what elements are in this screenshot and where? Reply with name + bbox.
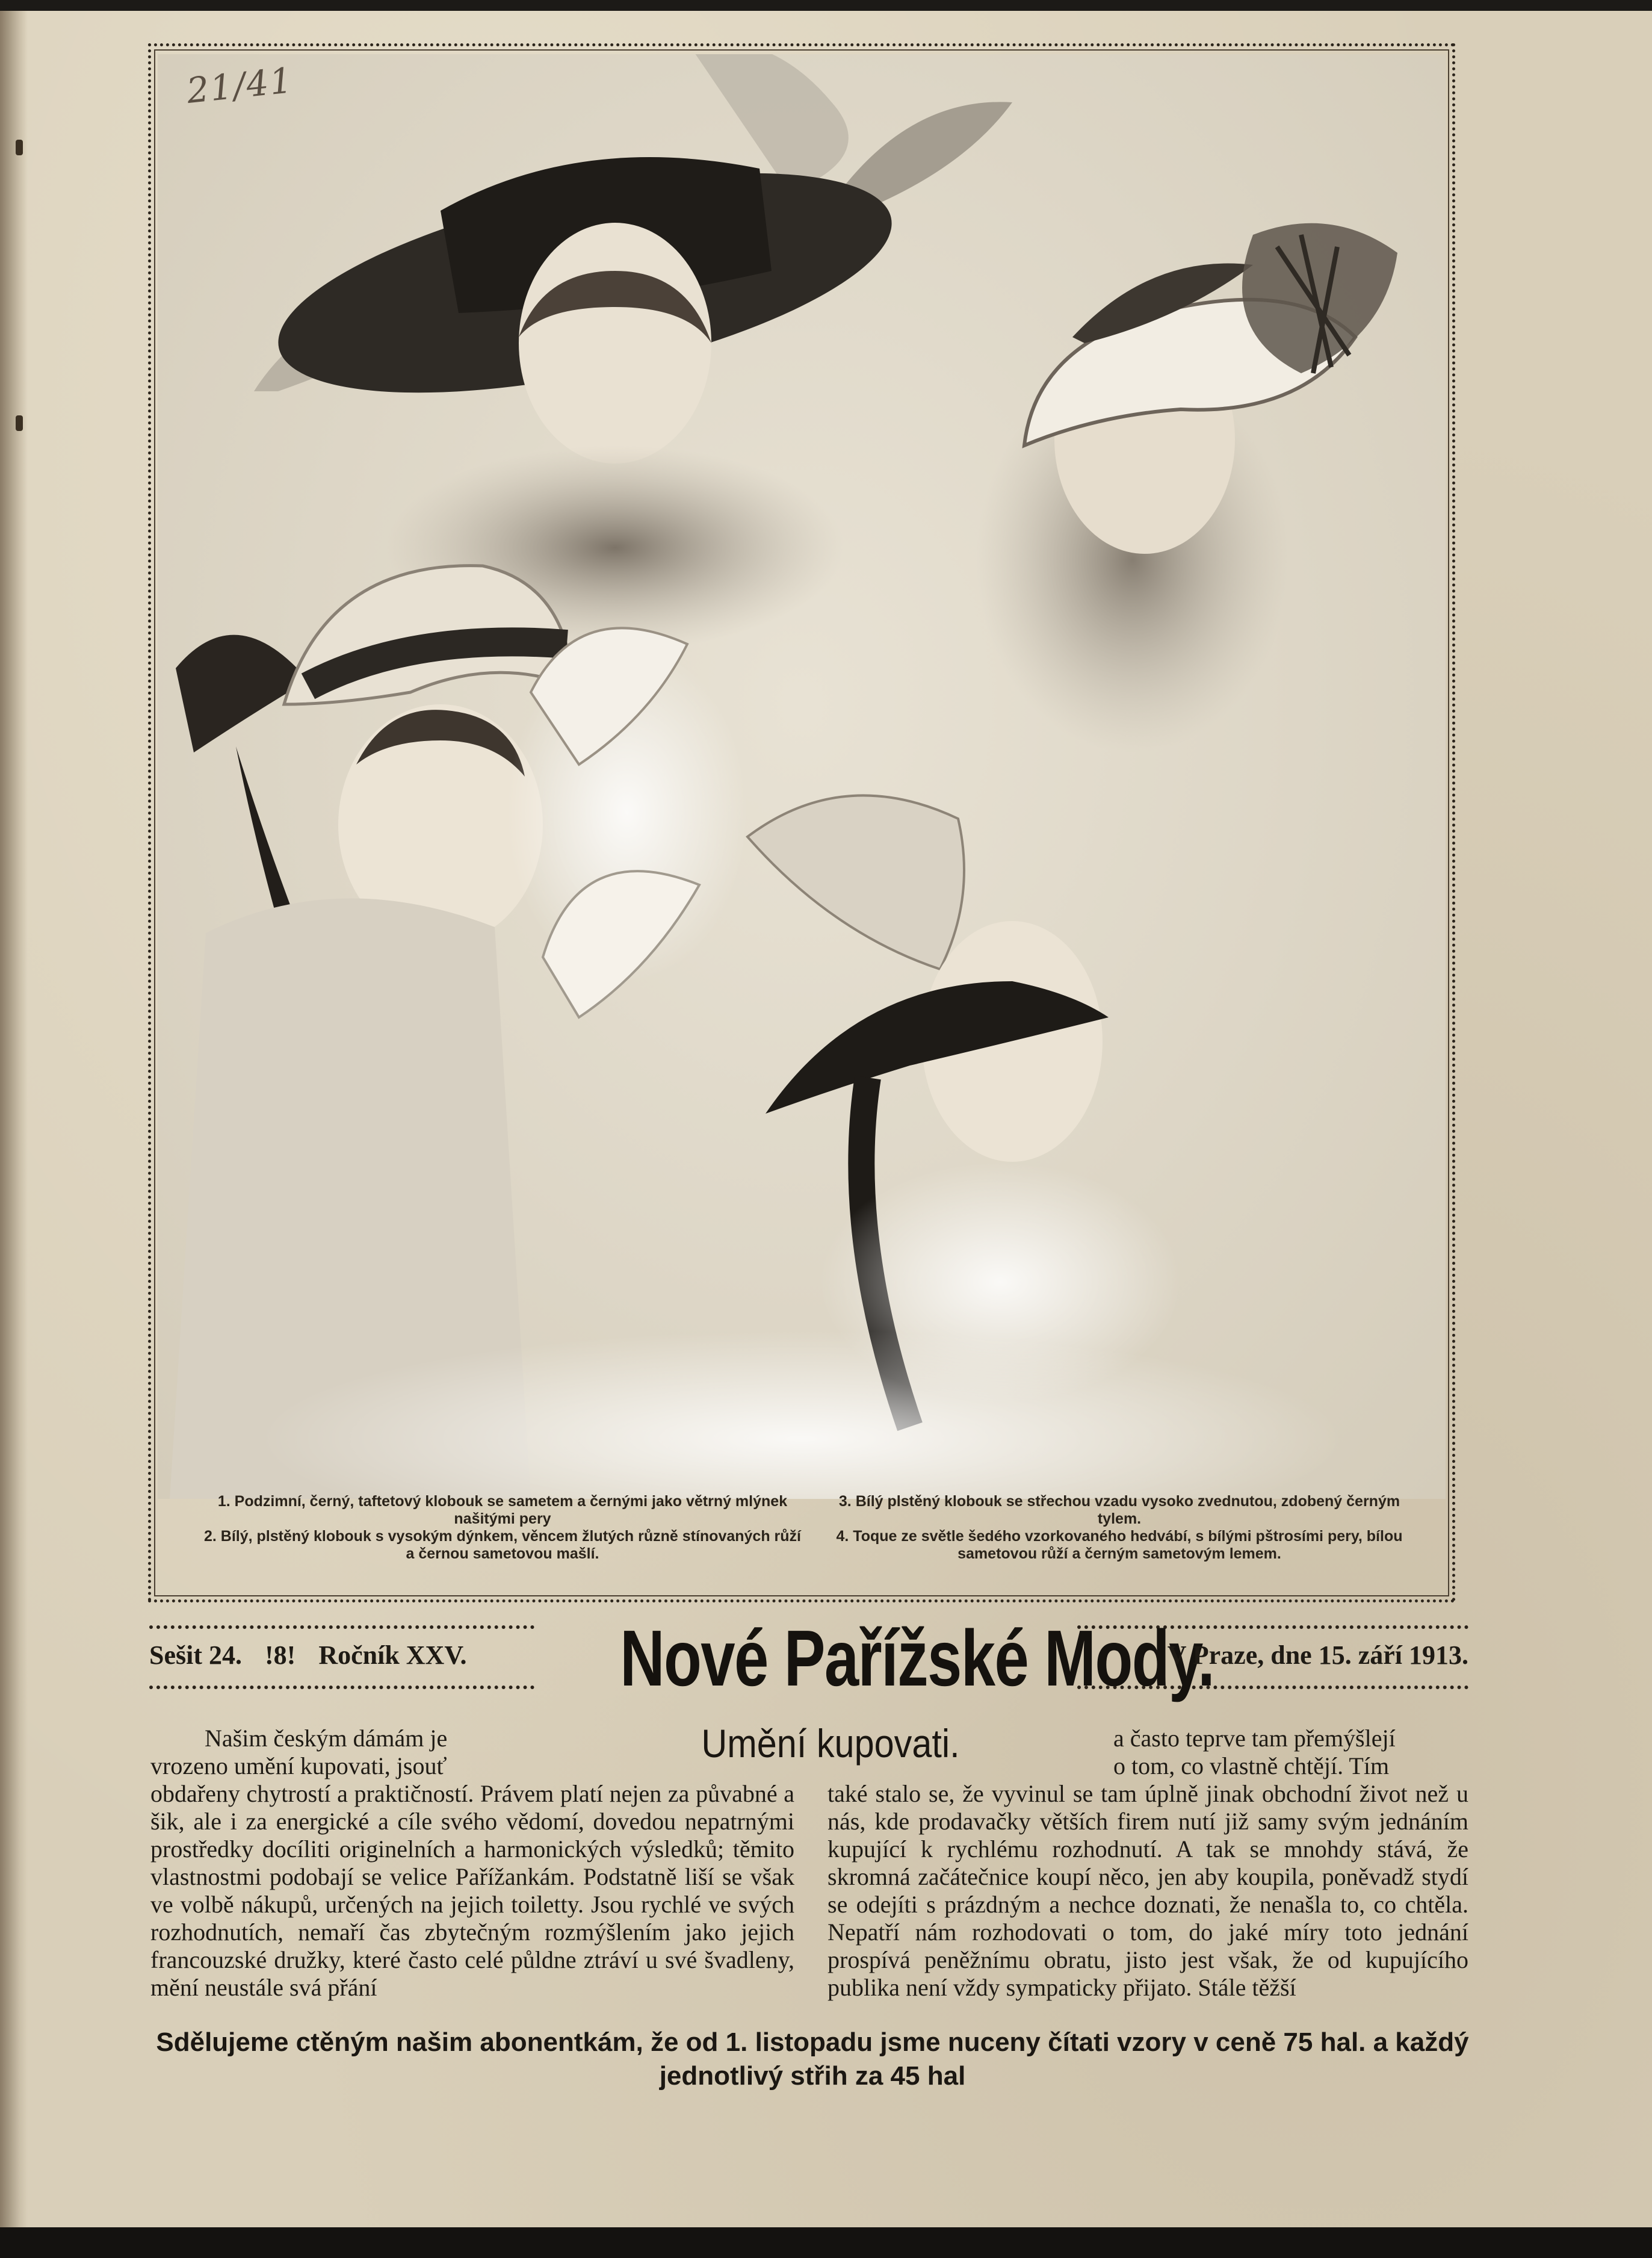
- article-left-line-2: vrozeno umění kupovati, jsouť: [150, 1752, 447, 1779]
- caption-item-3: 3. Bílý plstěný klobouk se střechou vzadu vysoko zvednutou, zdobený černým tylem.: [838, 1493, 1400, 1527]
- masthead-place-date: V Praze, dne 15. září 1913.: [1167, 1640, 1468, 1670]
- scan-border: [0, 2227, 1652, 2258]
- volume-number: Ročník XXV.: [318, 1640, 467, 1670]
- caption-item-2: 2. Bílý, plstěný klobouk s vysokým dýnkem, věncem žlutých různě stínovaných růží a černou sametovou mašlí.: [204, 1528, 801, 1562]
- handwritten-annotation: 21/41: [184, 59, 295, 112]
- binding-mark: [16, 415, 23, 431]
- caption-item-4: 4. Toque ze světle šedého vzorkovaného hedvábí, s bílými pštrosími pery, bílou sametovou růží a černým sametovým lemem.: [836, 1528, 1403, 1562]
- caption-item-1: 1. Podzimní, černý, taftetový klobouk se sametem a černými jako větrný mlýnek našitými pery: [217, 1493, 788, 1527]
- caption-left: [202, 1493, 803, 1563]
- article-right-line-2: o tom, co vlastně chtějí. Tím: [1113, 1752, 1390, 1779]
- article-title: Umění kupovati.: [701, 1721, 960, 1766]
- figure-1-black-hat: [254, 54, 1012, 650]
- article-right-line-1: a často teprve tam přemýšlejí: [1113, 1725, 1396, 1752]
- binding-edge: [0, 11, 28, 2238]
- article-left-line-1: Našim českým dámám je: [205, 1725, 448, 1752]
- issue-number: Sešit 24.: [149, 1640, 242, 1670]
- article-column-right: [828, 1725, 1468, 2002]
- issue-page-number: !8!: [265, 1640, 296, 1670]
- fashion-hats-illustration: [158, 54, 1446, 1499]
- masthead-rule-bottom-left: [149, 1686, 534, 1689]
- magazine-title: Nové Pařížské Mody.: [620, 1614, 1214, 1702]
- masthead-rule-top-left: [149, 1625, 534, 1629]
- subscriber-notice: Sdělujeme ctěným našim abonentkám, že od 1. listopadu jsme nuceny čítati vzory v ceně 75 hal. a každý jednotlivý střih za 45 hal: [156, 2027, 1469, 2091]
- masthead-issue-info: [149, 1640, 546, 1670]
- article-column-left: [150, 1725, 794, 2002]
- article-left-body: obdařeny chytrostí a praktičností. Právem platí nejen za půvabné a šik, ale i za energické a cíle svého vědomí, dovedou nepatrnými prostředky docíliti originelních a harmonických výsledků; těmito vlastnostmi podobají se velice Pařížankám. Podstatně liší se však ve volbě nákupů, určených na jejich toiletty. Jsou rychlé ve svých rozhodnutích, nemaří čas zbytečným rozmýšlením jako jejich francouzské družky, které často celé půldne ztráví u své švadleny, mění neustále svá přání: [150, 1780, 794, 2001]
- figure-3-white-hat: [976, 223, 1397, 752]
- figure-4-toque: [507, 628, 1181, 1427]
- binding-mark: [16, 140, 23, 155]
- caption-right: [818, 1493, 1420, 1563]
- article-right-body: také stalo se, že vyvinul se tam úplně jinak obchodní život než u nás, kde prodavačky větších firem nutí již samy svým jednáním kupující k rychlému rozhodnutí. A tak se mnohdy stává, že skromná začátečnice koupí něco, jen aby koupila, poněvadž stydí se odejíti s prázdným a nechce doznati, že nenašla to, co chtěla. Nepatří nám rozhodovati o tom, do jaké míry toto jednání prospívá peněžnímu obratu, jisto jest však, že od kupujícího publika není vždy sympaticky přijato. Stále těžší: [828, 1780, 1468, 2001]
